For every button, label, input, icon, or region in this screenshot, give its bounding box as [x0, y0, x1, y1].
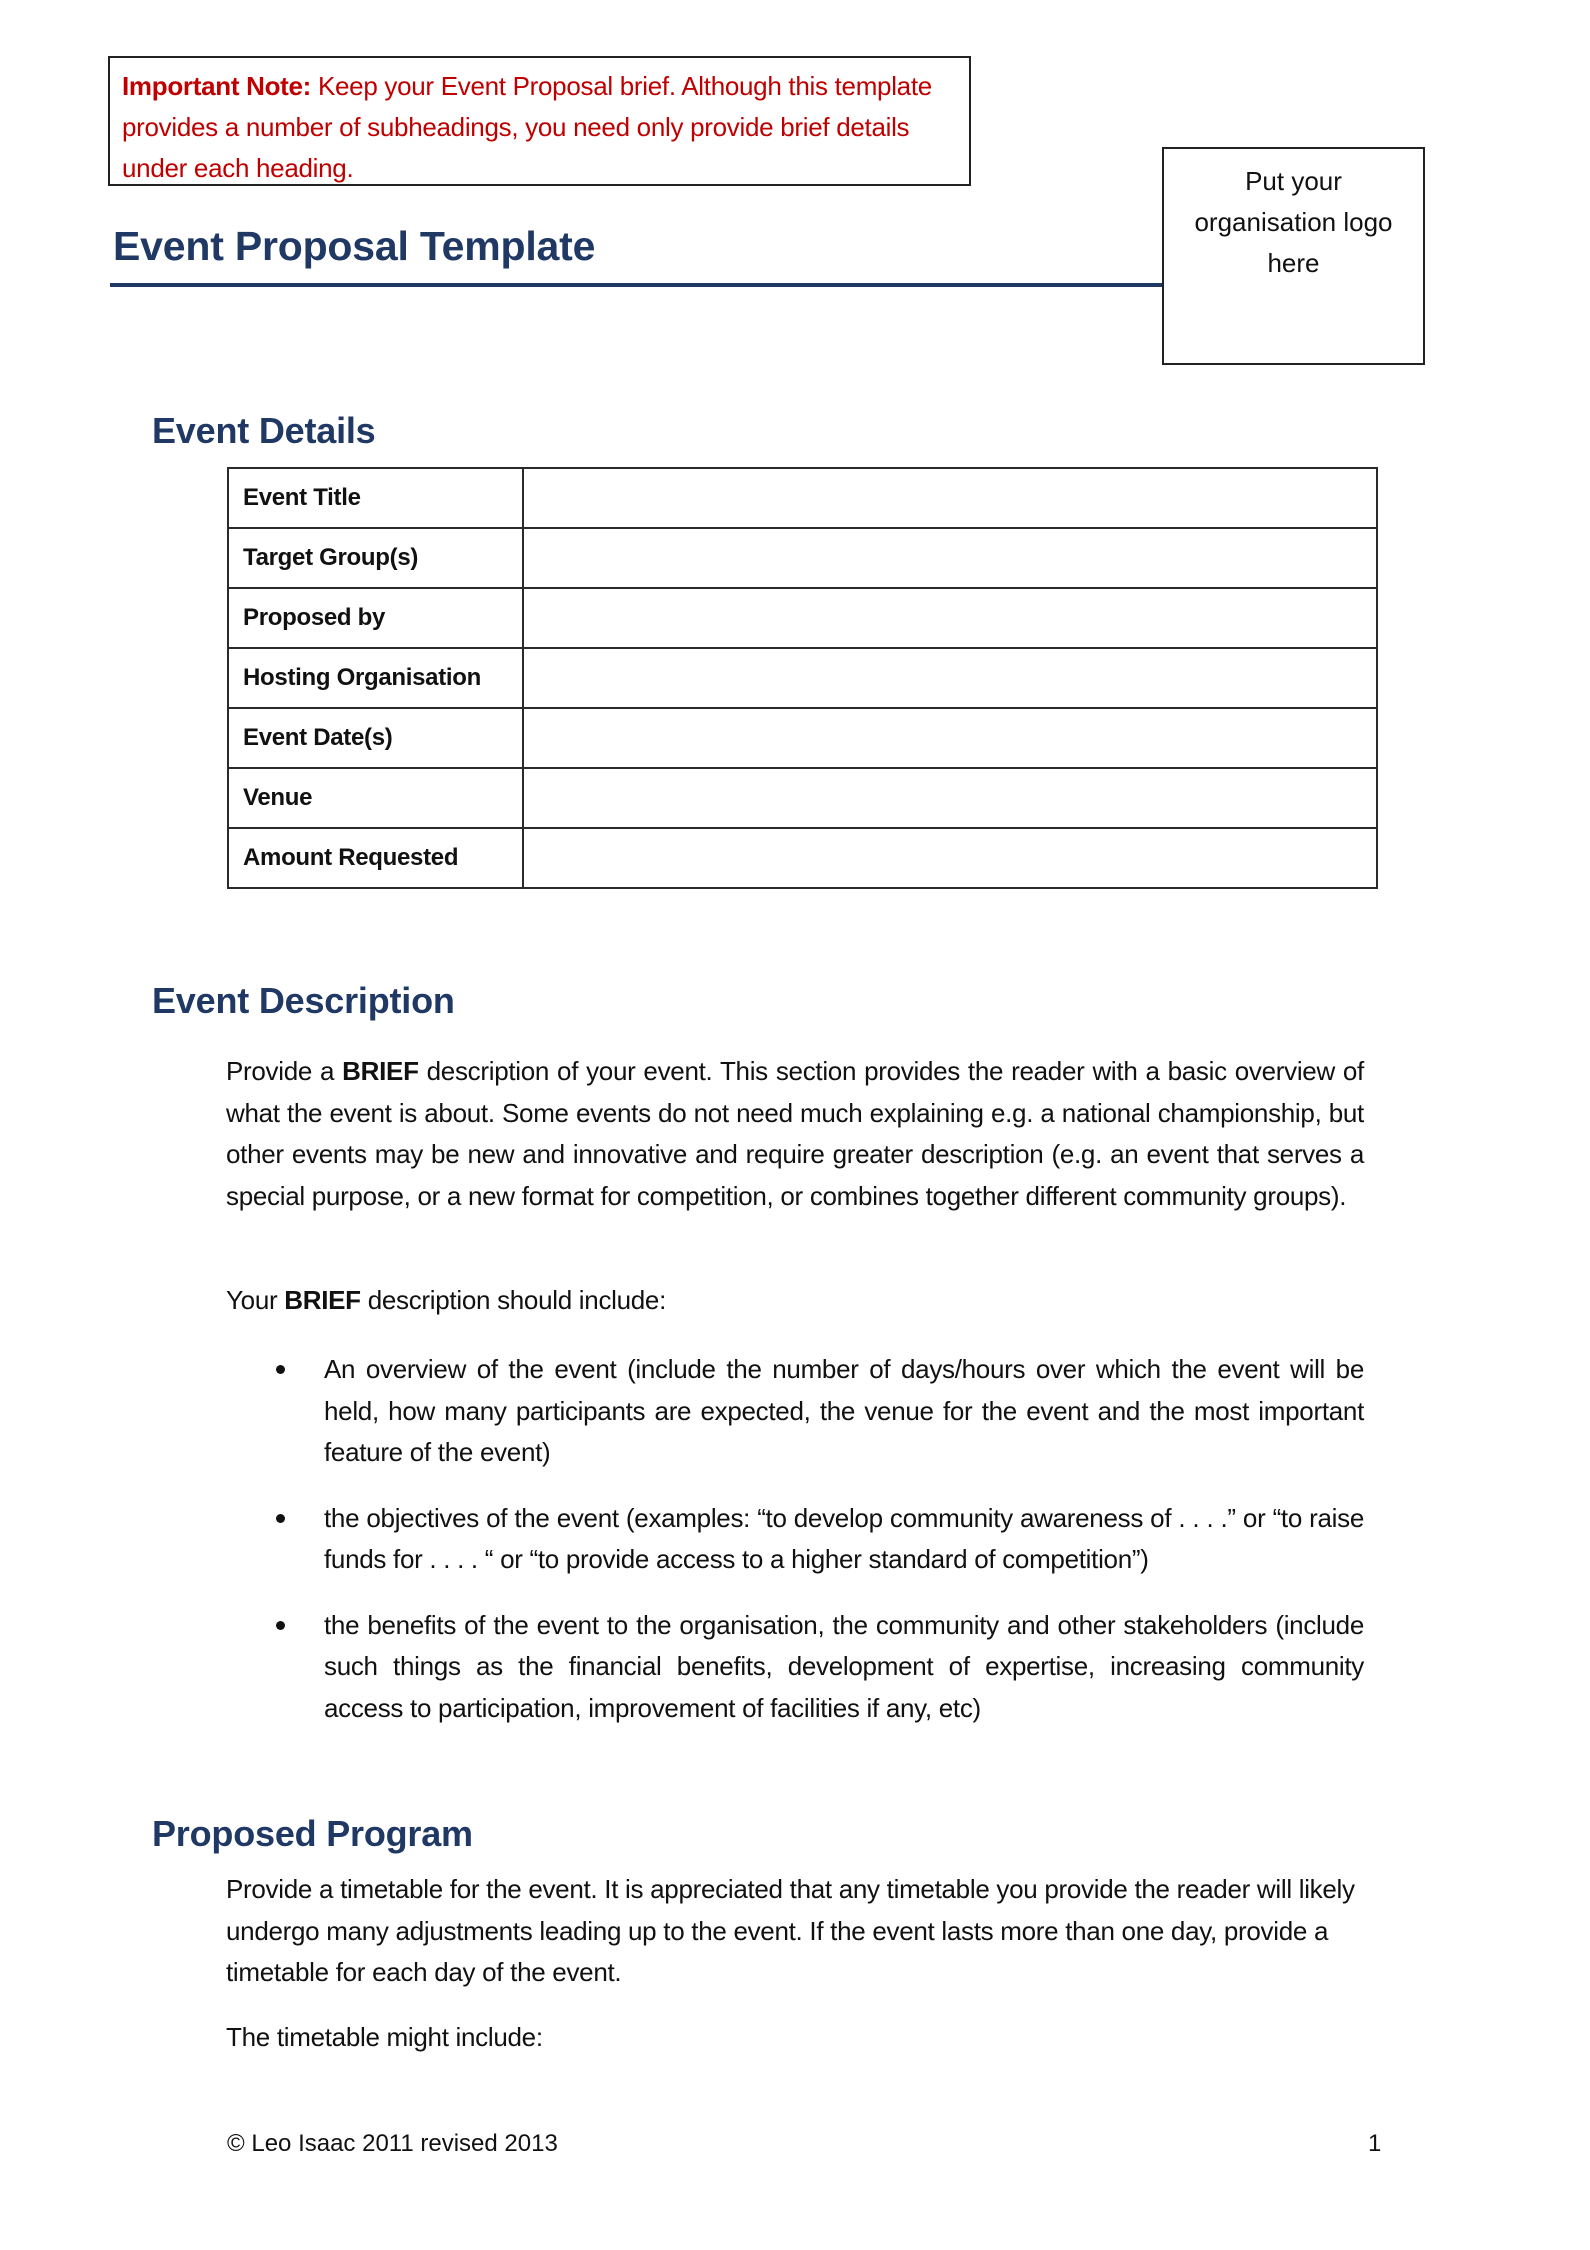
paragraph-text: Your: [226, 1285, 285, 1315]
table-row: [228, 468, 1377, 528]
title-divider: [110, 283, 1163, 287]
logo-placeholder-text: Put your organisation logo here: [1194, 166, 1393, 278]
bullet-icon: [276, 1514, 285, 1523]
description-include-intro: [226, 1280, 1364, 1322]
row-label: Amount Requested: [228, 828, 523, 888]
row-label: Hosting Organisation: [228, 648, 523, 708]
important-note-label: Important Note:: [122, 71, 312, 101]
event-details-table: [227, 467, 1378, 889]
row-label: Venue: [228, 768, 523, 828]
list-item: [226, 1605, 1364, 1730]
event-dates-field[interactable]: [523, 708, 1377, 768]
important-note-text: Keep your Event Proposal brief. Although this template provides a number of subheadings, you need only provide brief details under each heading.: [122, 71, 932, 183]
timetable-intro: The timetable might include:: [226, 2022, 543, 2052]
list-item-text: the objectives of the event (examples: “to develop community awareness of . . . .” or “to raise funds for . . . . “ or “to provide access to a higher standard of competition”): [324, 1502, 1364, 1574]
paragraph-text: description of your event. This section provides the reader with a basic overview of what the event is about. Some events do not need much explaining e.g. a national championship, but other events may be new and innovative and require greater description (e.g. an event that serves a special purpose, or a new format for competition, or combines together different community groups).: [226, 1056, 1364, 1211]
target-groups-field[interactable]: [523, 528, 1377, 588]
event-description-paragraph: [226, 1051, 1364, 1217]
emphasis-text: BRIEF: [284, 1285, 361, 1315]
proposed-program-paragraph: Provide a timetable for the event. It is appreciated that any timetable you provide the reader will likely undergo many adjustments leading up to the event. If the event lasts more than one day, provide a timetable for each day of the event.: [226, 1874, 1355, 1987]
hosting-organisation-field[interactable]: [523, 648, 1377, 708]
list-item-text: An overview of the event (include the number of days/hours over which the event will be held, how many participants are expected, the venue for the event and the most important feature of the event): [324, 1354, 1364, 1467]
section-heading-event-details: Event Details: [152, 410, 376, 451]
bullet-icon: [276, 1621, 285, 1630]
table-row: [228, 768, 1377, 828]
list-item-text: the benefits of the event to the organisation, the community and other stakeholders (include such things as the financial benefits, development of expertise, increasing community access to participation, improvement of facilities if any, etc): [324, 1609, 1364, 1723]
table-row: [228, 708, 1377, 768]
emphasis-text: BRIEF: [342, 1056, 419, 1086]
row-label: Proposed by: [228, 588, 523, 648]
bullet-icon: [276, 1365, 285, 1374]
section-heading-proposed-program: Proposed Program: [152, 1813, 473, 1854]
row-label: Target Group(s): [228, 528, 523, 588]
row-label: Event Date(s): [228, 708, 523, 768]
venue-field[interactable]: [523, 768, 1377, 828]
footer-copyright: © Leo Isaac 2011 revised 2013: [227, 2130, 558, 2157]
table-row: [228, 828, 1377, 888]
page-number: 1: [1368, 2130, 1382, 2157]
important-note-box: [108, 56, 971, 186]
paragraph-text: Provide a: [226, 1056, 343, 1086]
logo-placeholder-box: [1162, 147, 1425, 365]
page-title: Event Proposal Template: [113, 223, 596, 269]
table-row: [228, 528, 1377, 588]
table-row: [228, 588, 1377, 648]
row-label: Event Title: [228, 468, 523, 528]
section-heading-event-description: Event Description: [152, 980, 455, 1021]
paragraph-text: description should include:: [360, 1285, 667, 1315]
event-title-field[interactable]: [523, 468, 1377, 528]
table-row: [228, 648, 1377, 708]
amount-requested-field[interactable]: [523, 828, 1377, 888]
list-item: [226, 1498, 1364, 1581]
proposed-by-field[interactable]: [523, 588, 1377, 648]
list-item: [226, 1349, 1364, 1474]
description-bullet-list: [226, 1349, 1364, 1753]
